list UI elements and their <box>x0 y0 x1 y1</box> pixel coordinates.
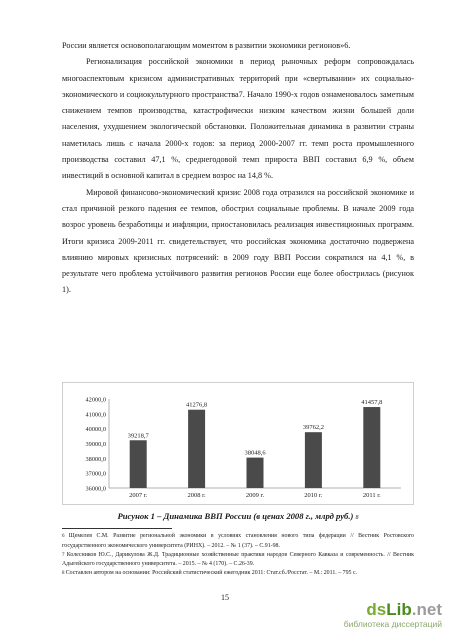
chart-canvas <box>63 383 413 504</box>
x-tick-label: 2008 г. <box>187 492 206 499</box>
y-tick-label: 37000,0 <box>85 470 106 478</box>
caption-text: Рисунок 1 – Динамика ВВП России (в ценах 2008 г., млрд руб.) <box>117 511 354 521</box>
gdp-bar-chart <box>62 382 414 505</box>
y-tick-label: 38000,0 <box>85 455 106 463</box>
bar-value-label: 41457,8 <box>361 399 383 407</box>
paragraph: Мировой финансово-экономический кризис 2008 года отразился на российской экономике и стал причиной резкого падения ее темпов, обострил социальные проблемы. В начале 2009 года возрос уровень безработицы и инфляции, приостановилась реализация инвестиционных программ. Итоги кризиса 2009-2011 гг. свидетельствует, что российская экономика достаточно подвержена влиянию мировых кризисных потрясений: в 2009 году ВВП России сократился на 4,1 %, в результате чего проблема устойчивого развития регионов России еще более обострилась (рисунок 1). <box>62 187 414 295</box>
bar-value-label: 39218,7 <box>127 432 149 440</box>
paragraph: Регионализация российской экономики в период рыночных реформ сопровождалась многоаспектовым кризисом административных территорий при «свертывании» их социально-экономического и социокультурного пространства7. Начало 1990-х годов ознаменовалось заметным снижением темпов производства, катастрофически низким качеством жизни большей доли населения, ухудшением экологической обстановки. Положительная динамика в развитии страны наметилась лишь с начала 2000-х годов: за период 2000-2007 гг. темп роста промышленного производства составил 47,1 %, среднегодовой темп прироста ВВП составил 6,9 %, объем инвестиций в основной капитал в среднем возрос на 14,8 %. <box>62 57 414 181</box>
footnote-text: Составлен автором на основании: Российский статистический ежегодник 2011: Стат.сб./Росстат. – М.: 2011. – 795 с. <box>65 570 358 577</box>
footnote-text: Колесников Ю.С., Дарикулова Ж.Д. Традиционные хозяйственные практики народов Северного Кавказа и современность. // Вестник Адыгейского государственного университета. – 2015. – № 4 (170). – С.26-39. <box>62 551 415 568</box>
x-tick-label: 2009 г. <box>245 492 265 499</box>
footnote-number: 6 <box>62 534 69 539</box>
dslib-watermark <box>344 601 442 630</box>
figure-caption <box>62 511 414 521</box>
footnote-number: 7 <box>62 552 67 558</box>
y-tick-label: 42000,0 <box>85 396 106 404</box>
paragraph: России является основополагающим моментом в развитии экономики регионов»6. <box>62 41 351 50</box>
chart-bar <box>305 432 322 488</box>
dslib-logo: dsLib.net <box>366 600 442 619</box>
y-tick-label: 40000,0 <box>85 426 106 434</box>
x-tick-label: 2010 г. <box>304 492 323 499</box>
footnote <box>62 532 414 551</box>
footnote <box>62 551 414 570</box>
dslib-subtitle: библиотека диссертаций <box>343 619 442 629</box>
caption-footnote-ref: 8 <box>355 515 359 521</box>
bar-value-label: 41276,8 <box>186 401 208 409</box>
footnote <box>62 569 414 579</box>
bar-value-label: 39762,2 <box>302 424 324 432</box>
footnotes <box>62 532 414 579</box>
y-tick-label: 41000,0 <box>85 411 106 419</box>
bar-value-label: 38048,6 <box>244 449 266 457</box>
body-text <box>62 38 414 299</box>
chart-bar <box>363 407 380 488</box>
page-number: 15 <box>221 593 229 602</box>
footnote-number: 8 <box>62 571 66 577</box>
y-tick-label: 39000,0 <box>85 441 106 448</box>
chart-bar <box>130 440 147 488</box>
chart-bar <box>247 458 264 488</box>
footnote-divider <box>62 528 172 529</box>
footnote-text: Щемелев С.М. Развитие региональной экономики в условиях становления нового типа федерации // Вестник Ростовского государственного экономического университета (РИНХ). – 2012. – № 1 (37). – С.91-98. <box>62 533 414 549</box>
y-tick-label: 36000,0 <box>85 485 106 493</box>
chart-bar <box>188 410 205 488</box>
x-tick-label: 2011 г. <box>362 492 381 499</box>
x-tick-label: 2007 г. <box>129 492 148 499</box>
